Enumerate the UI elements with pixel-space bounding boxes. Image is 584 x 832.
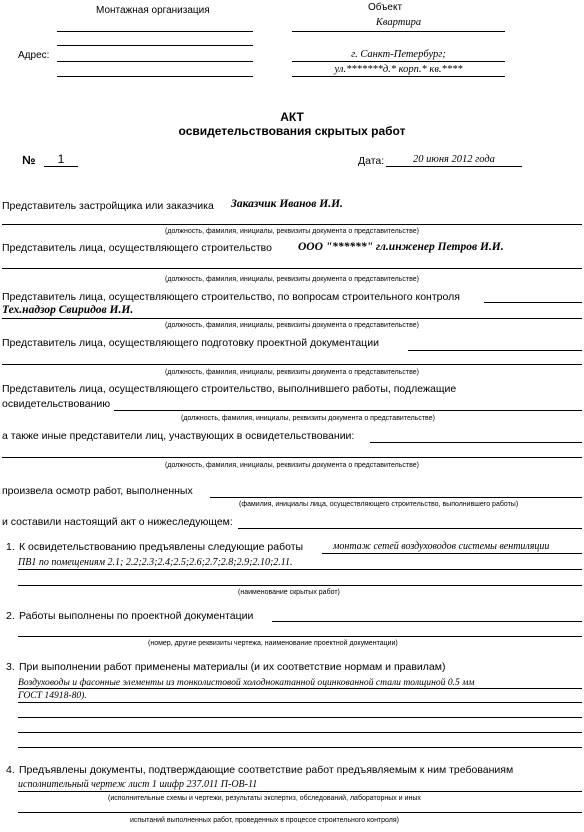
item-4-line-1 — [18, 791, 582, 792]
item-3-line-1 — [18, 688, 582, 689]
design-label: Представитель лица, осуществляющего подготовку проектной документации — [2, 337, 379, 349]
compiled-label: и составили настоящий акт о нижеследующем: — [2, 516, 233, 528]
item-2-label: Работы выполнены по проектной документации — [19, 610, 254, 622]
item-1-hint: (наименование скрытых работ) — [238, 589, 340, 596]
item-4-number: 4. — [6, 764, 15, 776]
performer-label-1: Представитель лица, осуществляющего строительство, выполнившего работы, подлежащие — [2, 383, 457, 395]
customer-label: Представитель застройщика или заказчика — [2, 200, 214, 212]
item-3-line-5 — [18, 747, 582, 748]
address-line-2 — [57, 76, 253, 77]
org-line-2 — [57, 45, 253, 46]
item-4-hint-1: (исполнительные схемы и чертежи, результаты экспертиз, обследований, лабораторных и иных — [108, 795, 421, 802]
item-3-value-2: ГОСТ 14918-80). — [18, 690, 87, 701]
item-2-number: 2. — [6, 610, 15, 622]
builder-label: Представитель лица, осуществляющего строительство — [2, 242, 272, 254]
control-label: Представитель лица, осуществляющего строительство, по вопросам строительного контроля — [2, 291, 460, 303]
others-line-1 — [370, 442, 582, 443]
number-value: 1 — [57, 152, 65, 166]
city-line — [292, 61, 505, 62]
date-label: Дата: — [358, 155, 385, 167]
act-subtitle: освидетельствования скрытых работ — [178, 124, 406, 138]
org-line-1 — [57, 31, 253, 32]
item-3-line-2 — [18, 702, 582, 703]
item-2-line-1 — [272, 621, 582, 622]
hint-2: (должность, фамилия, инициалы, реквизиты документа о представительстве) — [165, 276, 419, 283]
item-4-value: исполнительный чертеж лист 1 шифр 237.011 П-ОВ-11 — [18, 779, 258, 790]
item-3-line-3 — [18, 717, 582, 718]
item-1-line-1 — [322, 553, 582, 554]
org-label: Монтажная организация — [96, 5, 210, 16]
control-value: Тех.надзор Свиридов И.И. — [2, 304, 134, 316]
hint-3: (должность, фамилия, инициалы, реквизиты документа о представительстве) — [165, 322, 419, 329]
builder-line — [2, 268, 582, 269]
hint-6: (должность, фамилия, инициалы, реквизиты документа о представительстве) — [165, 462, 419, 469]
street-line — [292, 76, 505, 77]
customer-value: Заказчик Иванов И.И. — [231, 198, 343, 210]
number-line — [44, 166, 78, 167]
item-2-hint: (номер, другие реквизиты чертежа, наименование проектной документации) — [148, 640, 398, 647]
compiled-line — [238, 528, 582, 529]
date-line — [386, 166, 522, 167]
street-value: ул.*******д.* корп.* кв.**** — [334, 64, 463, 75]
inspection-label: произвела осмотр работ, выполненных — [2, 485, 193, 497]
date-value: 20 июня 2012 года — [413, 154, 495, 165]
item-1-line-3 — [18, 585, 582, 586]
others-label: а также иные представители лиц, участвующих в освидетельствовании: — [2, 430, 355, 442]
item-3-number: 3. — [6, 661, 15, 673]
number-label: № — [22, 153, 36, 167]
hint-1: (должность, фамилия, инициалы, реквизиты документа о представительстве) — [165, 228, 419, 235]
object-line — [292, 31, 505, 32]
item-4-label: Предъявлены документы, подтверждающие соответствие работ предъявляемым к ним требованиям — [19, 764, 514, 776]
design-line-2 — [2, 364, 582, 365]
item-3-label: При выполнении работ применены материалы (и их соответствие нормам и правилам) — [19, 661, 446, 673]
control-line-1 — [484, 302, 582, 303]
address-label: Адрес: — [18, 50, 50, 61]
performer-line — [114, 410, 582, 411]
item-1-label: К освидетельствованию предъявлены следующие работы — [19, 541, 304, 553]
act-title: АКТ — [280, 110, 304, 124]
design-line-1 — [408, 350, 582, 351]
item-1-line-2 — [18, 569, 582, 570]
address-line-1 — [57, 61, 253, 62]
object-label: Объект — [368, 2, 403, 13]
item-4-hint-2: испытаний выполненных работ, проведенных в процессе строительного контроля) — [130, 817, 399, 824]
inspection-hint: (фамилия, инициалы лица, осуществляющего строительство, выполнившего работы) — [239, 501, 519, 508]
item-3-line-4 — [18, 732, 582, 733]
item-1-value-1: монтаж сетей воздуховодов системы вентиляции — [333, 541, 550, 552]
inspection-line — [210, 497, 582, 498]
item-1-number: 1. — [6, 541, 15, 553]
builder-value: ООО "******" гл.инженер Петров И.И. — [298, 241, 504, 253]
item-3-value-1: Воздуховоды и фасонные элементы из тонколистовой холоднокатанной оцинкованной стали толщиной 0.5 мм — [18, 677, 475, 688]
performer-label-2: освидетельствованию — [2, 398, 111, 410]
item-2-line-2 — [18, 636, 582, 637]
item-4-line-2 — [18, 812, 582, 813]
city-value: г. Санкт-Петербург; — [351, 49, 446, 60]
object-value: Квартира — [375, 17, 422, 28]
control-line-2 — [2, 318, 582, 319]
others-line-2 — [2, 457, 582, 458]
item-1-value-2: ПВ1 по помещениям 2.1; 2.2;2.3;2.4;2.5;2.6;2.7;2.8;2.9;2.10;2.11. — [18, 557, 293, 568]
hint-5: (должность, фамилия, инициалы, реквизиты документа о представительстве) — [181, 415, 435, 422]
customer-line — [2, 224, 582, 225]
hint-4: (должность, фамилия, инициалы, реквизиты документа о представительстве) — [165, 369, 419, 376]
